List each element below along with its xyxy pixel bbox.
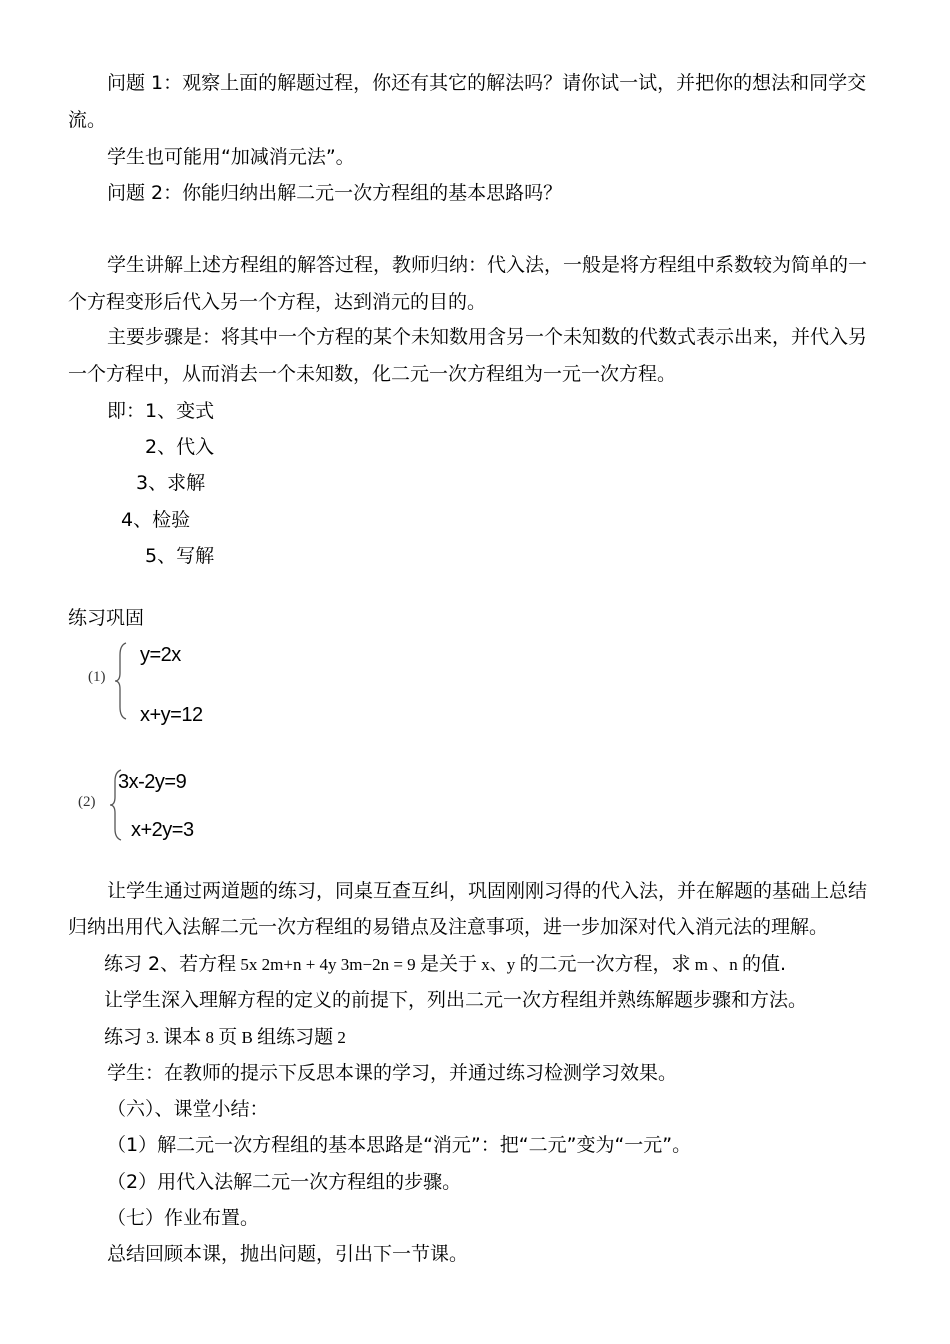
exercise-2-text-b: 是关于 xyxy=(419,953,477,975)
practice-heading: 练习巩固 xyxy=(68,607,145,629)
section-6-heading: （六）、课堂小结： xyxy=(107,1098,269,1120)
exercise-3-line xyxy=(104,1025,346,1050)
steps-intro-line-1: 主要步骤是：将其中一个方程的某个未知数用含另一个未知数的代数式表示出来，并代入另 xyxy=(107,326,868,348)
closing-line: 总结回顾本课，抛出问题，引出下一节课。 xyxy=(107,1243,469,1265)
problem-1-equation-2: x+y=12 xyxy=(140,704,203,726)
exercise-2-text-a: 练习 2、若方程 xyxy=(104,953,237,975)
exercise-3-group: B xyxy=(237,1028,258,1047)
step-4: 4、检验 xyxy=(121,509,191,531)
step-5: 5、写解 xyxy=(145,545,215,567)
exercise-3-text-c: 页 xyxy=(218,1026,238,1048)
question-2-line: 问题 2：你能归纳出解二元一次方程组的基本思路吗？ xyxy=(107,182,563,204)
problem-1-equation-1: y=2x xyxy=(140,644,181,666)
practice-goal-line-1: 让学生通过两道题的练习，同桌互查互纠，巩固刚刚习得的代入法，并在解题的基础上总结 xyxy=(107,880,868,902)
exercise-2-equation: 5x 2m+n + 4y 3m−2n = 9 xyxy=(236,955,420,974)
step-2: 2、代入 xyxy=(145,436,215,458)
steps-intro-line-2: 一个方程中，从而消去一个未知数，化二元一次方程组为一元一次方程。 xyxy=(68,363,677,385)
exercise-2-goal: 让学生深入理解方程的定义的前提下，列出二元一次方程组并熟练解题步骤和方法。 xyxy=(104,989,808,1011)
exercise-3-text-a: 练习 xyxy=(104,1026,143,1048)
summary-point-2: （2）用代入法解二元一次方程组的步骤。 xyxy=(107,1171,462,1193)
steps-prefix: 即： xyxy=(107,400,146,422)
step-1: 1、变式 xyxy=(145,400,215,422)
question-1-line-2: 流。 xyxy=(68,109,107,131)
problem-2-equation-1: 3x-2y=9 xyxy=(118,771,187,793)
problem-2-label: (2) xyxy=(78,794,96,810)
exercise-3-question: 2 xyxy=(333,1028,346,1047)
steps-list-item-1 xyxy=(107,399,214,423)
summary-line-2: 个方程变形后代入另一个方程，达到消元的目的。 xyxy=(68,291,487,313)
problem-1-brace-icon xyxy=(112,641,130,721)
problem-2-equation-2: x+2y=3 xyxy=(131,819,194,841)
section-7-heading: （七）作业布置。 xyxy=(107,1207,260,1229)
exercise-2-unknowns: m 、n xyxy=(690,955,742,974)
practice-goal-line-2: 归纳出用代入法解二元一次方程组的易错点及注意事项，进一步加深对代入消元法的理解。 xyxy=(68,916,829,938)
step-3: 3、求解 xyxy=(136,472,206,494)
summary-point-1: （1）解二元一次方程组的基本思路是“消元”：把“二元”变为“一元”。 xyxy=(107,1134,692,1156)
exercise-2-text-d: 的值. xyxy=(741,953,786,975)
question-1-line-1: 问题 1：观察上面的解题过程，你还有其它的解法吗？请你试一试，并把你的想法和同学交 xyxy=(107,72,867,94)
exercise-2-text-c: 的二元一次方程，求 xyxy=(519,953,691,975)
exercise-2-line xyxy=(104,952,786,977)
exercise-3-text-b: 课本 xyxy=(163,1026,202,1048)
problem-1-label: (1) xyxy=(88,669,106,685)
exercise-3-text-d: 组练习题 xyxy=(257,1026,334,1048)
summary-line-1: 学生讲解上述方程组的解答过程，教师归纳：代入法，一般是将方程组中系数较为简单的一 xyxy=(107,254,868,276)
exercise-3-number: 3. xyxy=(142,1028,164,1047)
reflection-line: 学生：在教师的提示下反思本课的学习，并通过练习检测学习效果。 xyxy=(107,1062,678,1084)
exercise-3-page: 8 xyxy=(201,1028,219,1047)
exercise-2-variables: x、y xyxy=(476,955,520,974)
alt-method-line: 学生也可能用“加减消元法”。 xyxy=(107,146,355,168)
